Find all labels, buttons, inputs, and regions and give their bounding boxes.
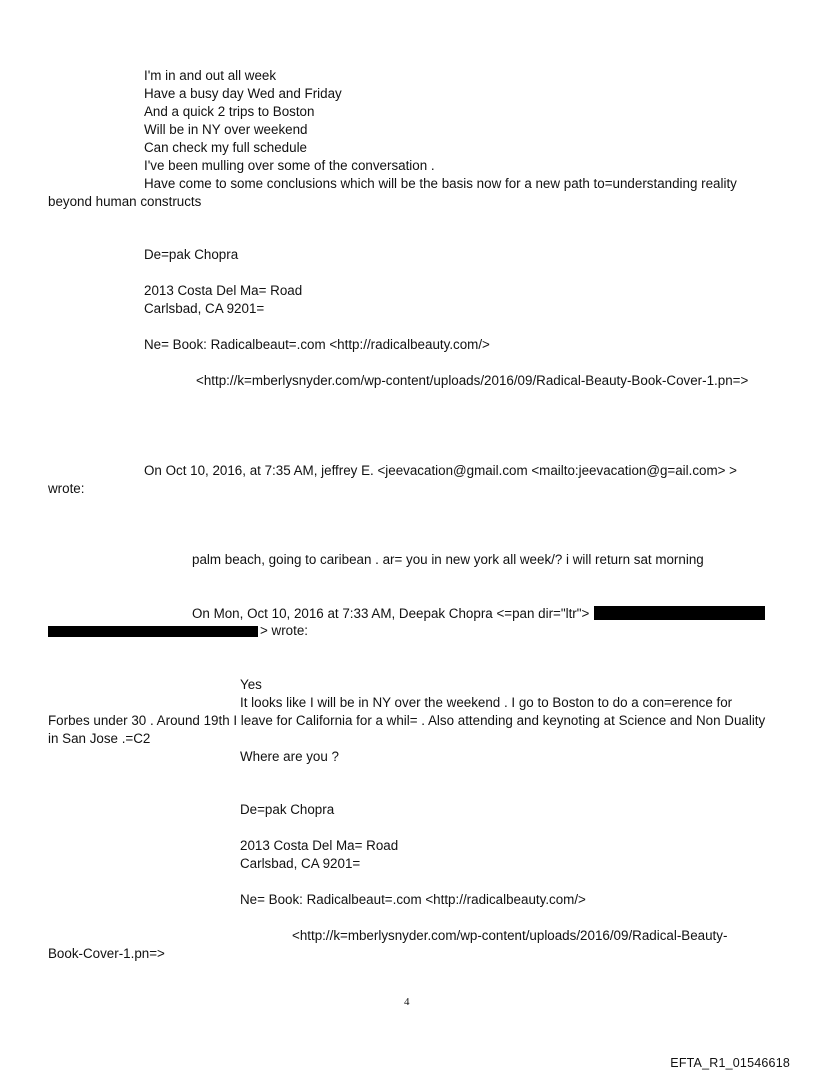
- quote-header-1-wrote: wrote:: [48, 481, 85, 496]
- body-line-4: Will be in NY over weekend: [144, 122, 308, 137]
- reply-yes: Yes: [240, 677, 262, 692]
- quote-header-1: On Oct 10, 2016, at 7:35 AM, jeffrey E. <jeevacation@gmail.com <mailto:jeevacation@g=ail.com> >: [144, 463, 738, 478]
- body-line-5: Can check my full schedule: [144, 140, 307, 155]
- body-line-6: I've been mulling over some of the conversation .: [144, 158, 435, 173]
- body-line-7-wrap: beyond human constructs: [48, 194, 202, 209]
- reply-line-2: Forbes under 30 . Around 19th I leave for California for a whil= . Also attending and keynoting at Science and Non Duality: [48, 713, 766, 728]
- redaction-bar: [594, 606, 765, 620]
- signature-book: Ne= Book: Radicalbeaut=.com <http://radicalbeauty.com/>: [240, 892, 586, 907]
- reply-question: Where are you ?: [240, 749, 339, 764]
- signature-image-link: <http://k=mberlysnyder.com/wp-content/uploads/2016/09/Radical-Beauty-Book-Cover-1.pn=>: [196, 373, 749, 388]
- signature-name: De=pak Chopra: [144, 247, 239, 262]
- body-line-7: Have come to some conclusions which will be the basis now for a new path to=understanding reality: [144, 176, 737, 191]
- signature-address-1: 2013 Costa Del Ma= Road: [144, 283, 303, 298]
- signature-name: De=pak Chopra: [240, 802, 335, 817]
- signature-book: Ne= Book: Radicalbeaut=.com <http://radicalbeauty.com/>: [144, 337, 490, 352]
- signature-image-link: <http://k=mberlysnyder.com/wp-content/uploads/2016/09/Radical-Beauty-: [292, 928, 728, 943]
- signature-address-2: Carlsbad, CA 9201=: [240, 856, 361, 871]
- body-line-1: I'm in and out all week: [144, 68, 277, 83]
- quoted-reply-body: palm beach, going to caribean . ar= you in new york all week/? i will return sat morning: [192, 552, 704, 567]
- body-line-2: Have a busy day Wed and Friday: [144, 86, 342, 101]
- reply-line-3: in San Jose .=C2: [48, 731, 151, 746]
- page-number: 4: [404, 996, 410, 1008]
- redaction-bar: [48, 626, 258, 637]
- document-id-footer: EFTA_R1_01546618: [670, 1056, 790, 1070]
- quote-header-2-wrote: > wrote:: [260, 623, 309, 638]
- quote-header-2: On Mon, Oct 10, 2016 at 7:33 AM, Deepak Chopra <=pan dir="ltr">: [192, 606, 590, 621]
- body-line-3: And a quick 2 trips to Boston: [144, 104, 315, 119]
- signature-address-1: 2013 Costa Del Ma= Road: [240, 838, 399, 853]
- signature-address-2: Carlsbad, CA 9201=: [144, 301, 265, 316]
- reply-line-1: It looks like I will be in NY over the weekend . I go to Boston to do a con=erence for: [240, 695, 733, 710]
- signature-image-link-wrap: Book-Cover-1.pn=>: [48, 946, 165, 961]
